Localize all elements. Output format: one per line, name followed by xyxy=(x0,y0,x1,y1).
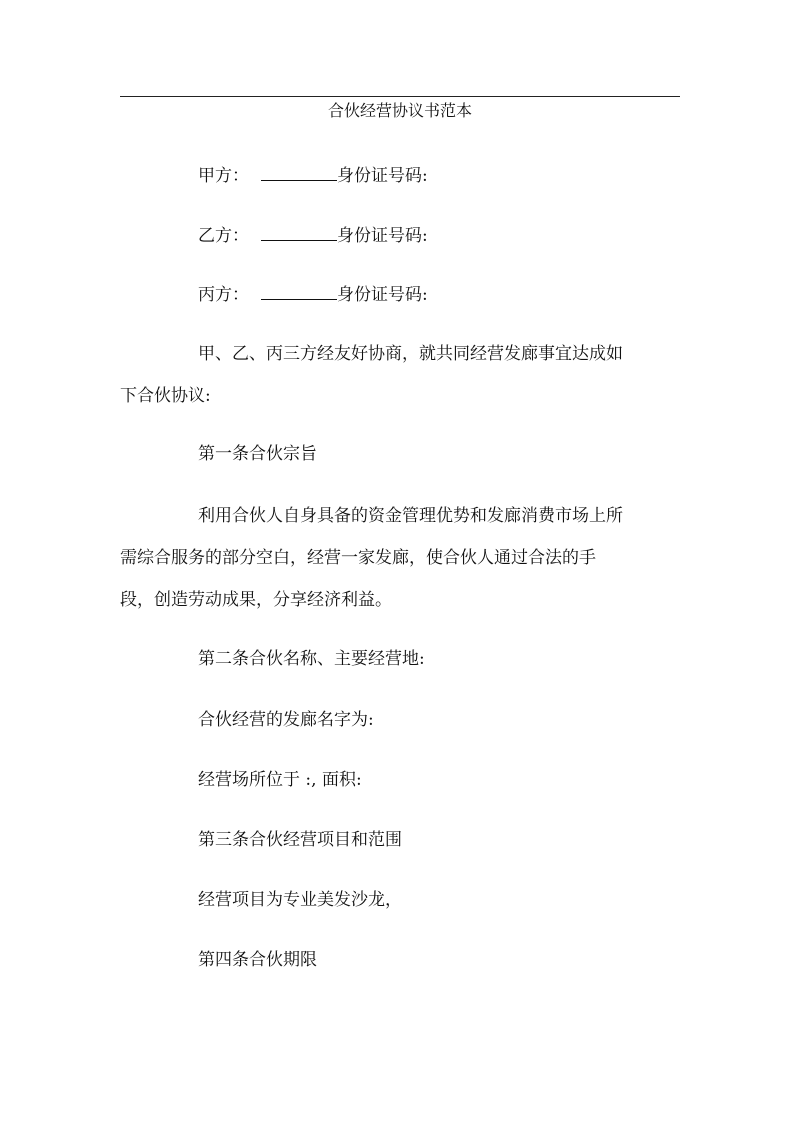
party-a-id-label: 身份证号码: xyxy=(337,166,428,186)
article-1-heading: 第一条合伙宗旨 xyxy=(198,444,317,464)
party-a-line xyxy=(198,163,680,187)
document-title: 合伙经营协议书范本 xyxy=(327,101,472,120)
party-c-label: 丙方： xyxy=(198,285,249,305)
party-b-name-blank xyxy=(261,223,337,241)
article-2-location-line: 经营场所位于 :, 面积: xyxy=(198,770,362,790)
party-c-line xyxy=(198,282,680,306)
intro-line-2: 下合伙协议: xyxy=(120,386,211,406)
article-3-scope-line: 经营项目为专业美发沙龙， xyxy=(198,890,402,910)
article-1-line-2: 需综合服务的部分空白，经营一家发廊，使合伙人通过合法的手 xyxy=(120,548,596,568)
party-b-line xyxy=(198,223,680,247)
party-b-label: 乙方： xyxy=(198,226,249,246)
party-c-id-label: 身份证号码: xyxy=(337,285,428,305)
article-3-heading: 第三条合伙经营项目和范围 xyxy=(198,830,402,850)
article-4-heading: 第四条合伙期限 xyxy=(198,950,317,970)
article-1-line-1: 利用合伙人自身具备的资金管理优势和发廊消费市场上所 xyxy=(198,506,623,526)
header-rule xyxy=(120,96,680,97)
article-2-heading: 第二条合伙名称、主要经营地: xyxy=(198,649,425,669)
party-a-label: 甲方： xyxy=(198,166,249,186)
party-c-name-blank xyxy=(261,282,337,300)
party-a-name-blank xyxy=(261,163,337,181)
intro-line-1: 甲、乙、丙三方经友好协商，就共同经营发廊事宜达成如 xyxy=(198,344,623,364)
article-1-line-3: 段，创造劳动成果，分享经济利益。 xyxy=(120,590,392,610)
article-2-name-line: 合伙经营的发廊名字为: xyxy=(198,710,374,730)
party-b-id-label: 身份证号码: xyxy=(337,226,428,246)
